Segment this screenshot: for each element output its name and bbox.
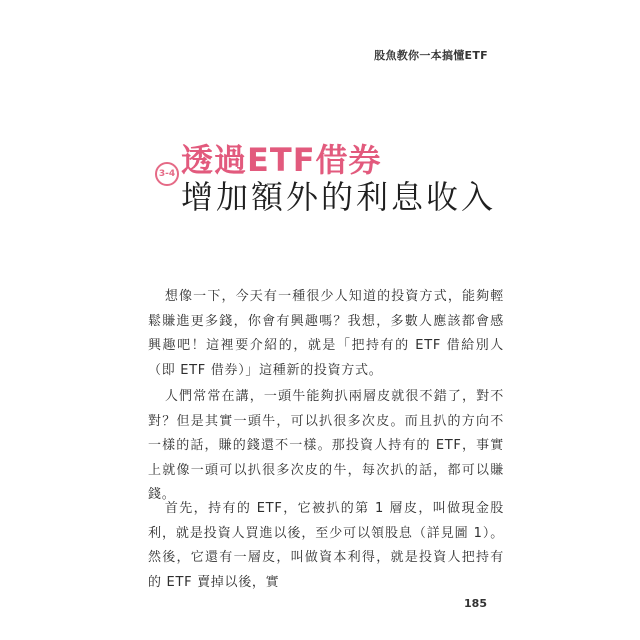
chapter-title-line1: 透過ETF借券 (181, 141, 382, 179)
paragraph-3: 首先，持有的 ETF，它被扒的第 1 層皮，叫做現金股利，就是投資人買進以後，至少可以領股息（詳見圖 1）。然後，它還有一層皮，叫做資本利得，就是投資人把持有的 ETF 賣掉以後，實 (148, 501, 504, 590)
paragraph-1: 想像一下，今天有一種很少人知道的投資方式，能夠輕鬆賺進更多錢，你會有興趣嗎？我想，多數人應該都會感興趣吧！這裡要介紹的，就是「把持有的 ETF 借給別人（即 ETF 借券）」這種新的投資方式。 (148, 289, 504, 378)
page-number: 185 (464, 597, 487, 610)
running-header: 股魚教你一本搞懂ETF (374, 49, 488, 62)
chapter-title-line2: 增加額外的利息收入 (181, 178, 497, 216)
chapter-number-badge: 3-4 (155, 162, 179, 186)
paragraph-2: 人們常常在講，一頭牛能夠扒兩層皮就很不錯了，對不對？但是其實一頭牛，可以扒很多次皮。而且扒的方向不一樣的話，賺的錢還不一樣。那投資人持有的 ETF，事實上就像一頭可以扒很多次皮的牛，每次扒的話，都可以賺錢。 (148, 389, 504, 502)
